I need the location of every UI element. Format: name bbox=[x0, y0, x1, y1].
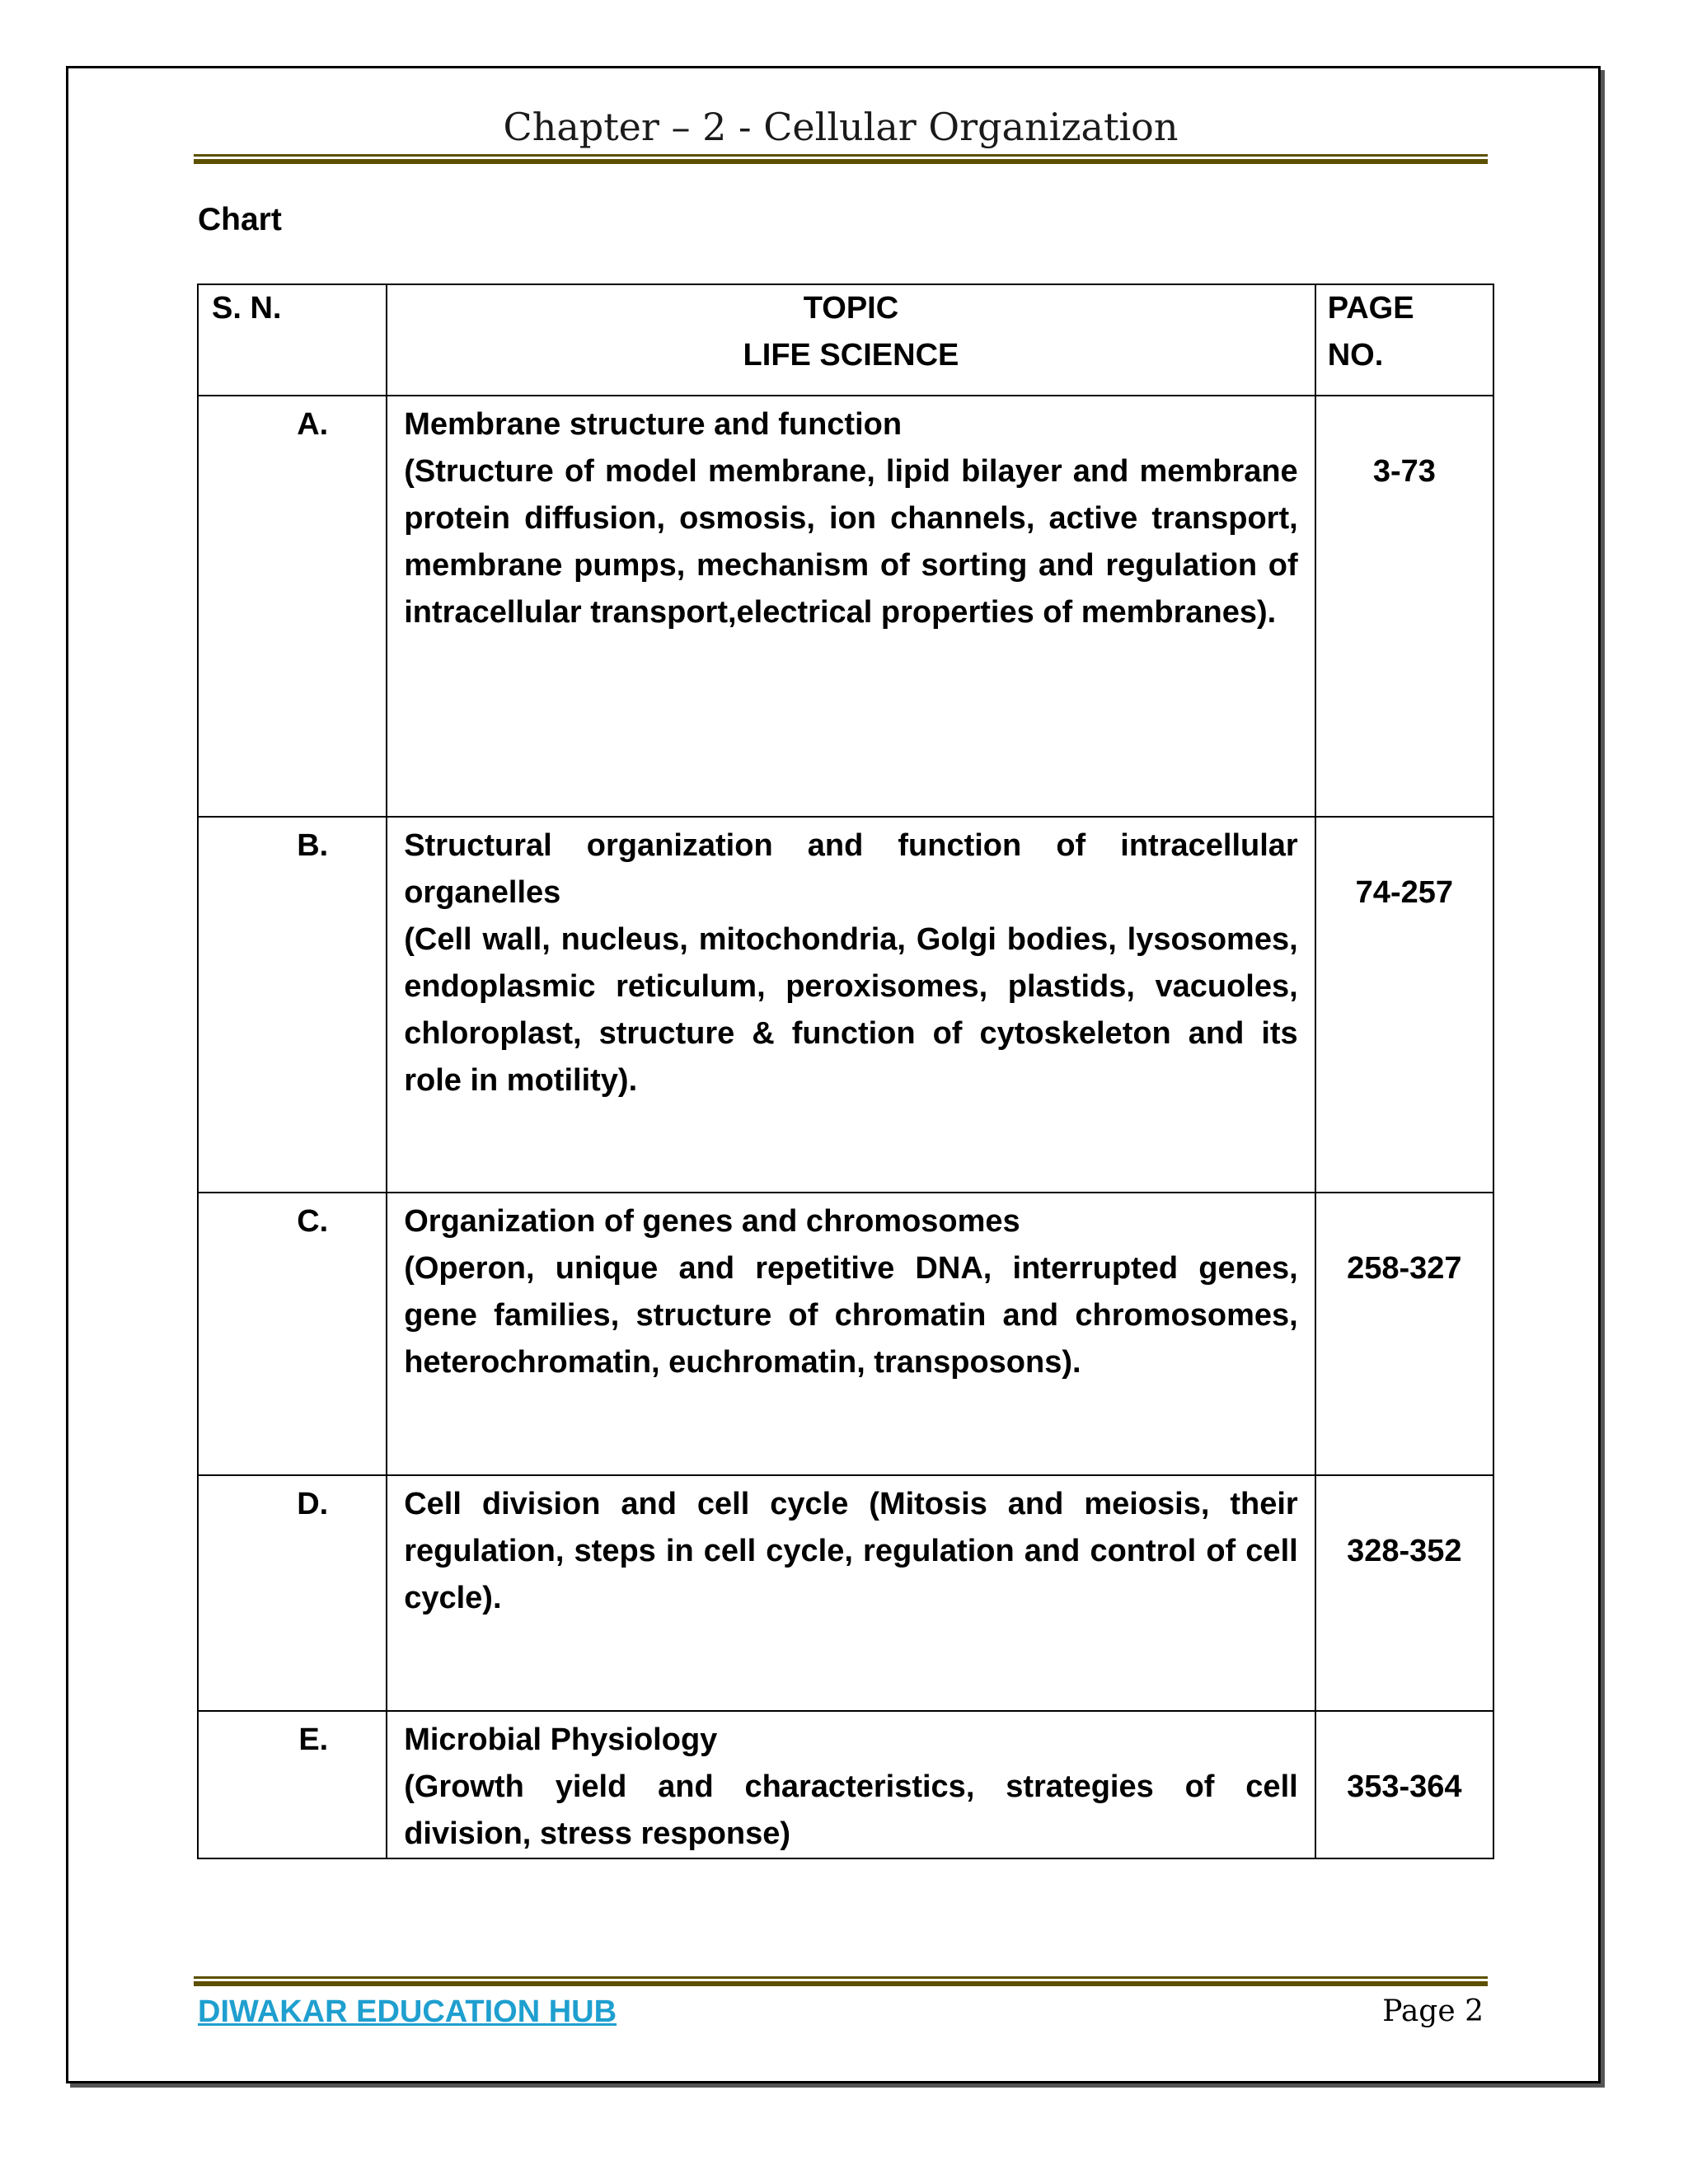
header-sn bbox=[198, 284, 387, 396]
table-header-row bbox=[198, 284, 1493, 396]
table-row bbox=[198, 396, 1493, 817]
row-page bbox=[1315, 1475, 1493, 1711]
header-rule bbox=[194, 154, 1488, 164]
row-title: Microbial Physiology bbox=[404, 1722, 718, 1757]
row-details: (Growth yield and characteristics, strategies of cell division, stress response) bbox=[404, 1769, 1298, 1851]
header-page bbox=[1315, 284, 1493, 396]
footer-page-number: Page 2 bbox=[1382, 1994, 1484, 2028]
contents-table bbox=[197, 284, 1494, 1859]
row-title: Organization of genes and chromosomes bbox=[404, 1204, 1020, 1239]
row-sn: C. bbox=[198, 1193, 387, 1475]
header-page-line1: PAGE bbox=[1327, 291, 1414, 326]
page-title: Chapter – 2 - Cellular Organization bbox=[503, 105, 1179, 149]
row-topic bbox=[387, 1711, 1315, 1858]
row-page bbox=[1315, 817, 1493, 1193]
row-topic bbox=[387, 1193, 1315, 1475]
row-page-range: 3-73 bbox=[1372, 454, 1436, 489]
row-details: (Structure of model membrane, lipid bilayer and membrane protein diffusion, osmosis, ion channels, active transport, membrane pumps, mechanism of sorting and regulation of intracellular transport,electrical properties of membranes). bbox=[404, 454, 1298, 630]
row-page bbox=[1315, 1711, 1493, 1858]
header-page-line2: NO. bbox=[1327, 338, 1384, 373]
row-sn: E. bbox=[198, 1711, 387, 1858]
row-page-range: 258-327 bbox=[1347, 1251, 1462, 1286]
row-page bbox=[1315, 396, 1493, 817]
row-page-range: 353-364 bbox=[1347, 1769, 1462, 1804]
row-sn: B. bbox=[198, 817, 387, 1193]
header-topic-line2: LIFE SCIENCE bbox=[743, 338, 959, 373]
header-topic bbox=[387, 284, 1315, 396]
footer-brand-link[interactable]: DIWAKAR EDUCATION HUB bbox=[198, 1994, 617, 2029]
row-title: Membrane structure and function bbox=[404, 407, 903, 442]
row-title: Structural organization and function of intracellular organelles bbox=[404, 828, 1298, 910]
row-page-range: 328-352 bbox=[1347, 1534, 1462, 1568]
row-topic bbox=[387, 1475, 1315, 1711]
row-details: Cell division and cell cycle (Mitosis and meiosis, their regulation, steps in cell cycle, regulation and control of cell cycle). bbox=[404, 1487, 1298, 1615]
row-page-range: 74-257 bbox=[1355, 875, 1453, 910]
row-details: (Operon, unique and repetitive DNA, interrupted genes, gene families, structure of chromatin and chromosomes, heterochromatin, euchromatin, transposons). bbox=[404, 1251, 1298, 1380]
header-sn-label: S. N. bbox=[212, 291, 282, 326]
header-topic-line1: TOPIC bbox=[803, 291, 899, 326]
section-label: Chart bbox=[198, 202, 282, 237]
row-sn: A. bbox=[198, 396, 387, 817]
table-row bbox=[198, 1711, 1493, 1858]
row-page bbox=[1315, 1193, 1493, 1475]
row-topic bbox=[387, 396, 1315, 817]
footer-rule bbox=[194, 1976, 1488, 1986]
table-row bbox=[198, 1193, 1493, 1475]
row-details: (Cell wall, nucleus, mitochondria, Golgi bodies, lysosomes, endoplasmic reticulum, peroxisomes, plastids, vacuoles, chloroplast, structure & function of cytoskeleton and its role in motility). bbox=[404, 922, 1298, 1098]
row-topic bbox=[387, 817, 1315, 1193]
table-row bbox=[198, 817, 1493, 1193]
row-sn: D. bbox=[198, 1475, 387, 1711]
table-row bbox=[198, 1475, 1493, 1711]
